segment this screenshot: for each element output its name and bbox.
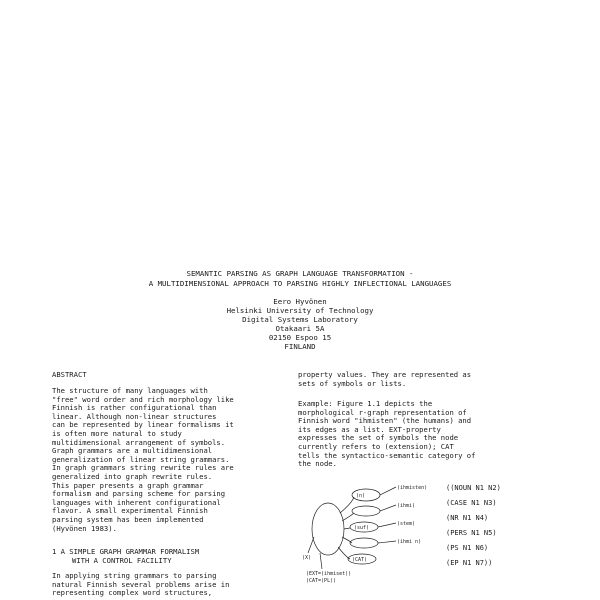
example-line: Example: Figure 1.1 depicts the [298, 400, 433, 408]
example-paragraph [298, 400, 550, 469]
graph-node [350, 538, 378, 548]
right-column-intro [298, 371, 548, 388]
edge-entry: (EP N1 N7)) [446, 559, 493, 567]
graph-node [352, 506, 380, 516]
affiliation-line: Digital Systems Laboratory [242, 315, 358, 324]
abstract-line: can be represented by linear formalisms it [52, 421, 234, 430]
edge-entry: (NR N1 N4) [446, 514, 489, 522]
graph-edge [378, 541, 396, 543]
example-line: expresses the set of symbols the node [298, 434, 459, 443]
abstract-line: formalism and parsing scheme for parsing [52, 490, 226, 499]
graph-node-attribute: (EXT=(ihmiset)) [306, 571, 352, 577]
root-node-ellipse [312, 503, 344, 555]
section-1-heading: 1 A SIMPLE GRAPH GRAMMAR FORMALISM [52, 547, 200, 556]
section-1-body [52, 572, 278, 598]
example-line: the node. [298, 460, 337, 469]
edge-entry: (PERS N1 N5) [446, 529, 497, 537]
abstract-line: In graph grammars string rewrite rules are [52, 464, 234, 473]
graph-node-label: (CAT) [352, 557, 368, 563]
abstract-line: generalized into graph rewrite rules. [52, 472, 213, 481]
section-1-line: representing complex word structures, [52, 589, 213, 598]
example-line: Finnish word "ihmisten" (the humans) and [298, 417, 472, 426]
paper-title-line-2: A MULTIDIMENSIONAL APPROACH TO PARSING HIGHLY INFLECTIONAL LANGUAGES [148, 279, 452, 288]
example-line: tells the syntactico-semantic category of [298, 451, 476, 460]
graph-edge [380, 505, 396, 511]
author-name: Eero Hyvönen [273, 297, 327, 306]
graph-edge [338, 547, 350, 559]
affiliation-line: Helsinki University of Technology [226, 306, 374, 315]
paper-title-line-1: SEMANTIC PARSING AS GRAPH LANGUAGE TRANSFORMATION - [186, 269, 414, 278]
r-graph-diagram [300, 473, 440, 585]
abstract-line: languages with inherent configurational [52, 498, 221, 507]
section-1-line: In applying string grammars to parsing [52, 572, 217, 580]
example-line: its edges as a list. EXT-property [298, 425, 441, 434]
section-1-line: natural Finnish several problems arise in [52, 580, 230, 589]
morphological-r-graph-figure [300, 473, 440, 585]
graph-edge [308, 537, 314, 553]
graph-edge [344, 528, 350, 529]
abstract-line: The structure of many languages with [52, 387, 208, 395]
affiliation-line: FINLAND [284, 342, 316, 351]
graph-node-attribute: (CAT=(PL)) [306, 578, 337, 584]
abstract-heading: ABSTRACT [52, 370, 87, 379]
graph-edge [380, 487, 396, 495]
edge-entry: (PS N1 N6) [446, 544, 489, 552]
abstract-line: This paper presents a graph grammar [52, 481, 204, 490]
abstract-line: "free" word order and rich morphology like [52, 395, 234, 404]
graph-edge [342, 537, 352, 543]
abstract-line: generalization of linear string grammars. [52, 455, 230, 464]
abstract-line: (Hyvönen 1983). [52, 524, 117, 533]
right-line: sets of symbols or lists. [298, 379, 407, 388]
abstract-line: Finnish is rather configurational than [52, 404, 217, 413]
abstract-line: multidimensional arrangement of symbols. [52, 438, 226, 447]
section-1-heading-continued: WITH A CONTROL FACILITY [72, 556, 172, 565]
example-line: currently refers to (extension); CAT [298, 442, 454, 451]
affiliation-line: 02150 Espoo 15 [268, 333, 332, 342]
abstract-line: flavor. A small experimental Finnish [52, 507, 208, 516]
abstract-line: parsing system has been implemented [52, 515, 204, 524]
graph-edge [378, 523, 396, 527]
graph-edge [320, 553, 322, 569]
graph-node-label: (ihmi) [397, 503, 416, 509]
graph-node-label: (n) [356, 493, 366, 499]
right-line: property values. They are represented as [298, 371, 472, 379]
abstract-body [52, 387, 278, 533]
abstract-line: is often more natural to study [52, 429, 182, 438]
edge-entry: (CASE N1 N3) [446, 499, 497, 507]
graph-node-label: (X) [302, 555, 312, 561]
graph-edge [342, 513, 354, 521]
abstract-line: Graph grammars are a multidimensional [52, 447, 213, 456]
graph-node-label: (suf) [354, 525, 370, 531]
edge-entry: ((NOUN N1 N2) [446, 484, 501, 492]
graph-node-label: (ihmi n) [397, 539, 422, 545]
abstract-line: linear. Although non-linear structures [52, 412, 217, 421]
graph-node-label: (ihmisten) [397, 485, 428, 491]
example-line: morphological r-graph representation of [298, 408, 467, 417]
edges-list [446, 484, 556, 584]
graph-node-label: (stem) [397, 521, 416, 527]
affiliation-line: Otakaari 5A [275, 324, 325, 333]
